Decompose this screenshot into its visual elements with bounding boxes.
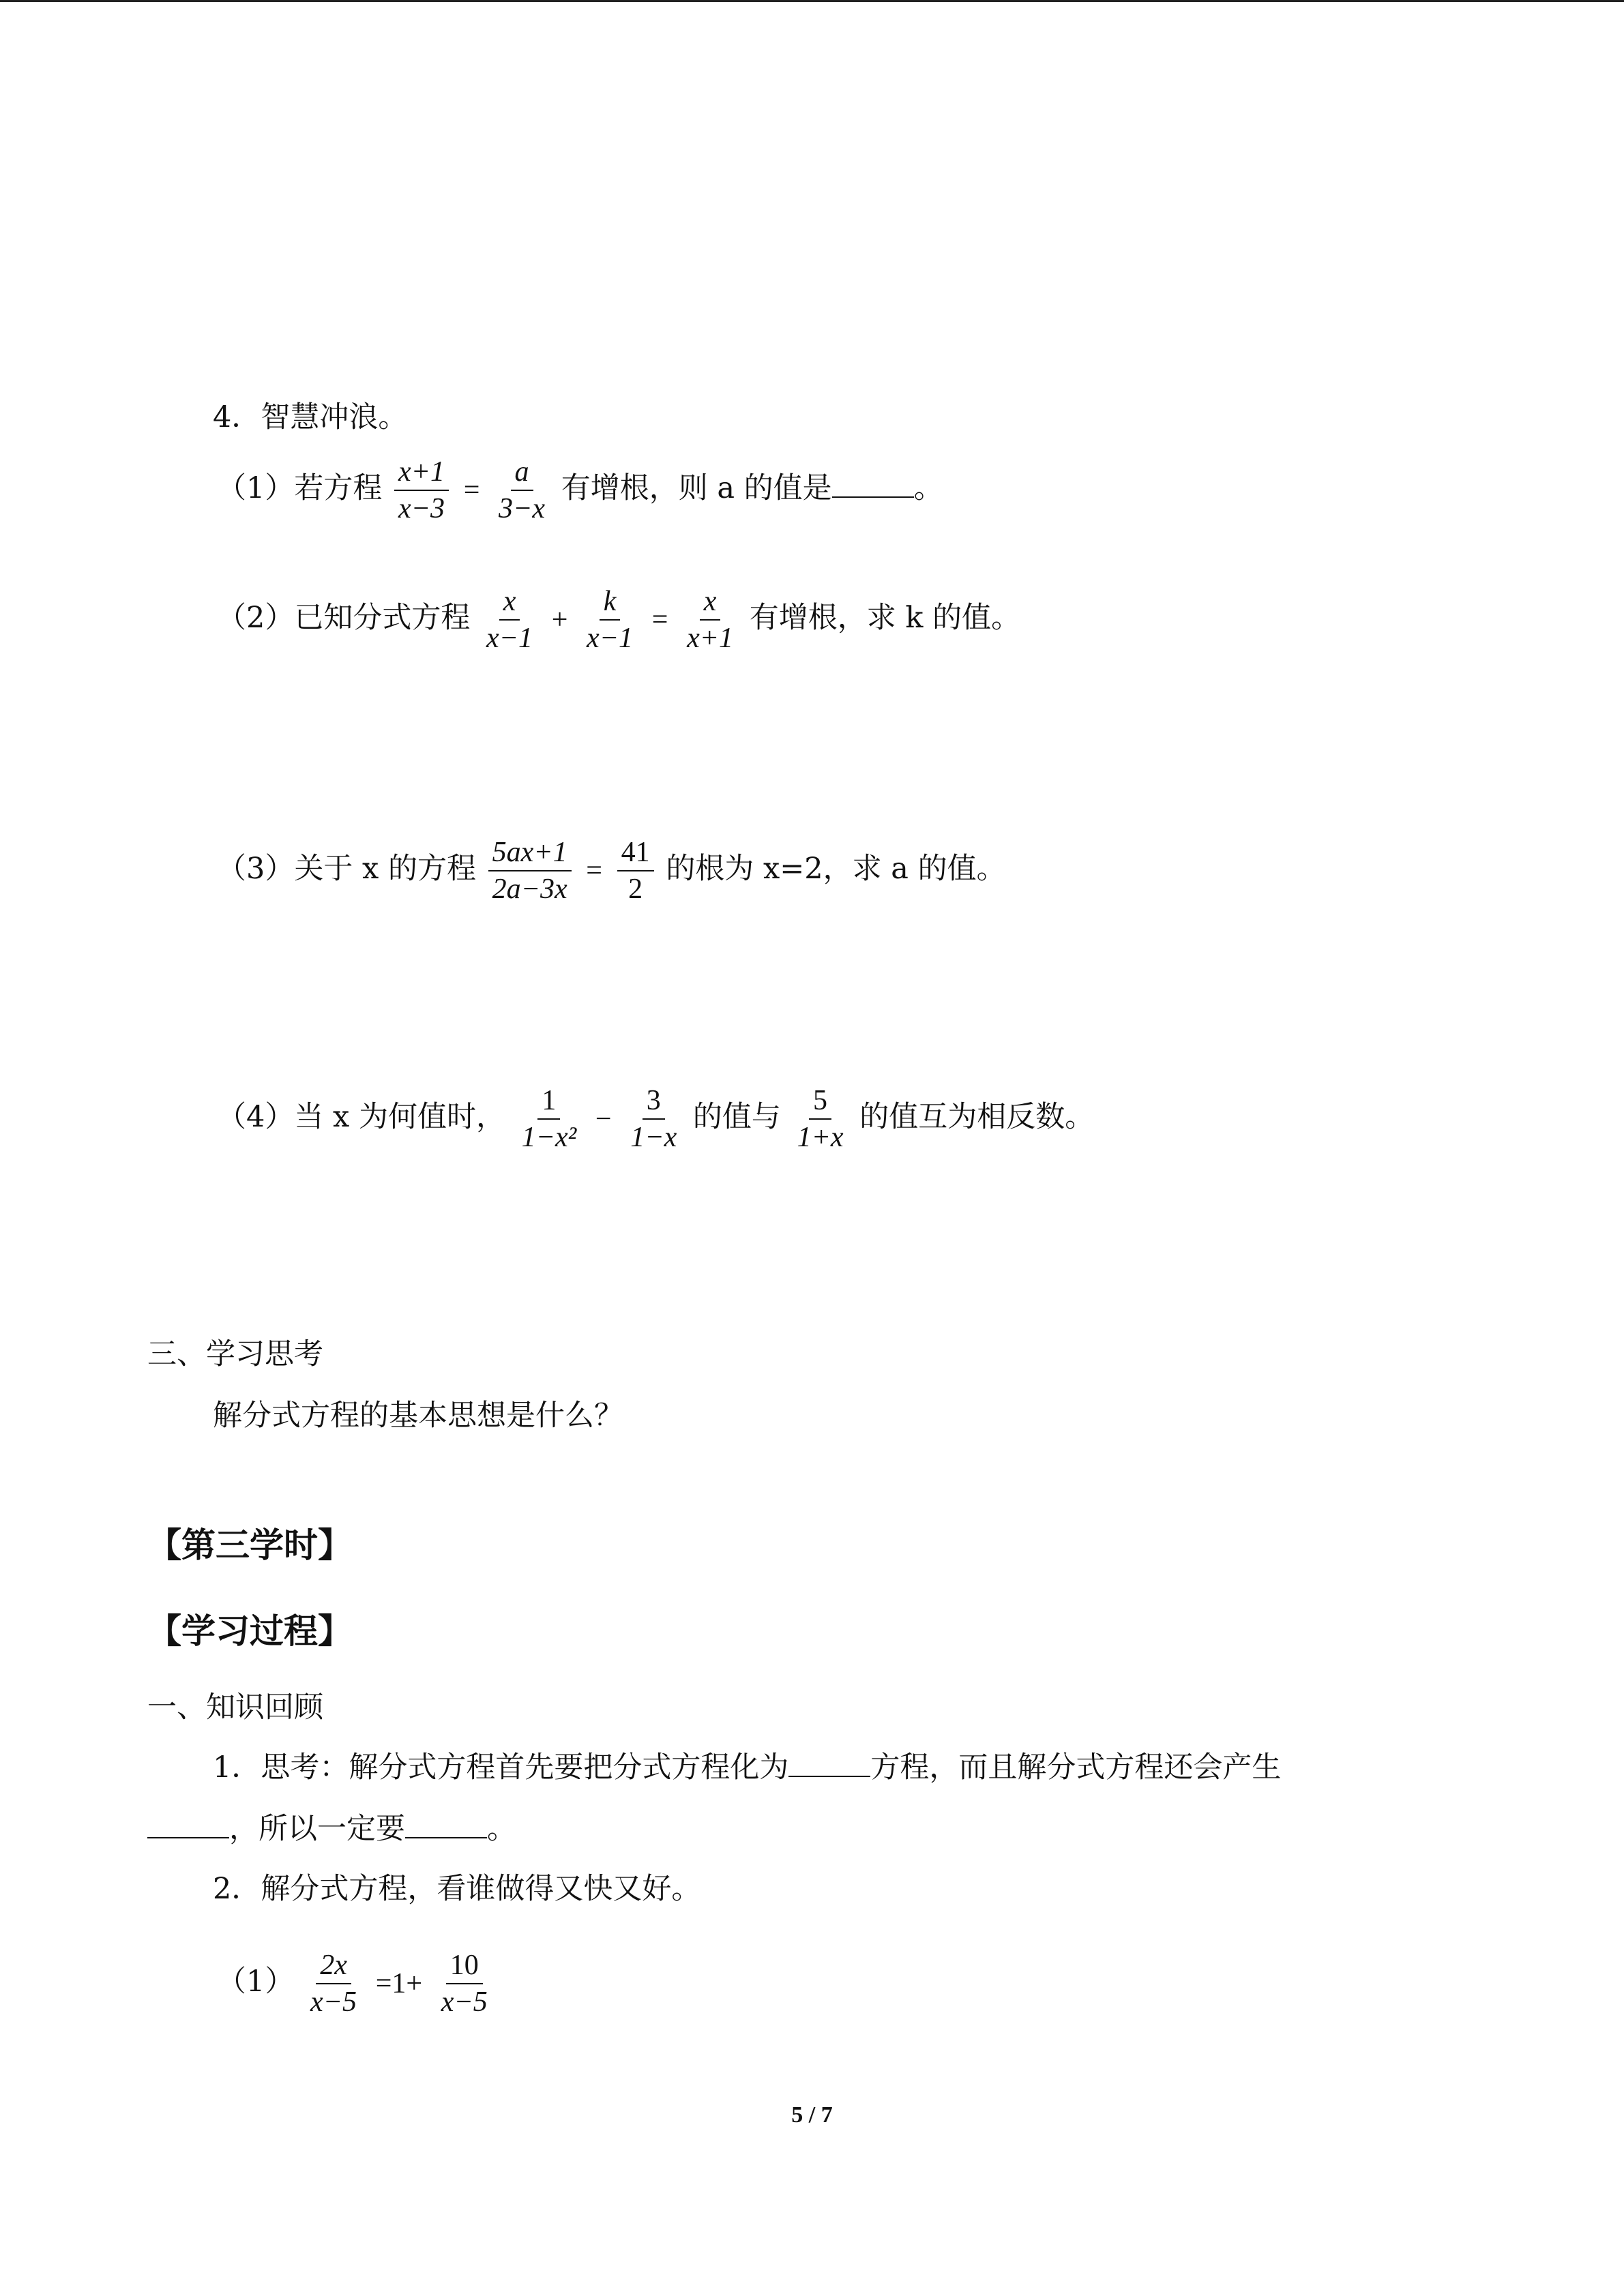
review-blank-2[interactable] [147, 1810, 229, 1838]
q4-fraction-3: $\frac{5}{1+x}$ [797, 1085, 844, 1153]
q2-fraction-3: $\frac{x}{x+1}$ [687, 586, 734, 654]
review-blank-1[interactable] [788, 1748, 870, 1777]
q3-fraction-left: $\frac{5ax+1}{2a-3x}$ [488, 836, 572, 906]
q4-prefix: （4）当 x 为何值时， [217, 1100, 505, 1134]
q3-fraction-right: $\frac{41}{2}$ [617, 836, 654, 906]
eq1-fraction-left: $\frac{2x}{x-5}$ [310, 1950, 357, 2018]
q1-fraction-left: $\frac{x+1}{x-3}$ [394, 456, 449, 525]
q4-fraction-1: $\frac{1}{\text{1−x²}}$ [521, 1085, 577, 1153]
q4-suffix: 的值互为相反数。 [859, 1100, 1095, 1134]
learning-process-heading: 【学习过程】 [147, 1611, 352, 1651]
review-blank-3[interactable] [405, 1810, 487, 1838]
question-2: （2）已知分式方程 $\frac{x}{x-1}$ + $\frac{k}{x-1}$ = $\frac{x}{x+1}$ 有增根，求 k 的值。 [217, 586, 1021, 654]
q3-prefix: （3）关于 x 的方程 [217, 852, 476, 886]
section-3-title: 三、学习思考 [147, 1337, 323, 1371]
q1-suffix: 有增根，则 a 的值是 [561, 471, 832, 505]
q2-prefix: （2）已知分式方程 [217, 601, 471, 635]
question-1: （1）若方程 $\frac{x+1}{x-3}$ = $\frac{a}{3-x}$ 有增根，则 a 的值是 。 [217, 456, 943, 524]
q2-fraction-2: $\frac{k}{x-1}$ [587, 586, 634, 654]
section-3-question: 解分式方程的基本思想是什么？ [213, 1399, 623, 1433]
question-3: （3）关于 x 的方程 $\frac{5ax+1}{2a-3x}$ = $\frac{41}{2}$ 的根为 x=2，求 a 的值。 [217, 837, 1006, 905]
review-title: 一、知识回顾 [147, 1690, 323, 1725]
q1-answer-blank[interactable] [832, 469, 914, 498]
eq1-fraction-right: $\frac{10}{x-5}$ [441, 1950, 488, 2018]
q1-fraction-right: $\frac{a}{3-x}$ [499, 456, 546, 524]
review-item-1: 1．思考：解分式方程首先要把分式方程化为 方程，而且解分式方程还会产生 [213, 1747, 1281, 1788]
page-number: 5 / 7 [791, 2102, 833, 2128]
section-4-title: 4．智慧冲浪。 [213, 400, 408, 434]
q3-suffix: 的根为 x=2，求 a 的值。 [666, 852, 1006, 886]
page-top-border [0, 0, 1624, 2]
q2-suffix: 有增根，求 k 的值。 [749, 601, 1021, 635]
q2-fraction-1: $\frac{x}{x-1}$ [486, 586, 533, 654]
question-4: （4）当 x 为何值时， $\frac{1}{\text{1−x²}}$ − $\frac{3}{1-x}$ 的值与 $\frac{5}{1+x}$ 的值互为相反数。 [217, 1085, 1095, 1153]
review-equation-1: （1） $\frac{2x}{x-5}$ =1+ $\frac{10}{x-5}$ [217, 1949, 494, 2018]
review-item-1-cont: ，所以一定要 。 [147, 1808, 516, 1849]
q4-fraction-2: $\frac{3}{1-x}$ [630, 1085, 677, 1153]
q1-prefix: （1）若方程 [217, 471, 383, 505]
review-item-2: 2．解分式方程，看谁做得又快又好。 [213, 1872, 701, 1906]
lesson-3-heading: 【第三学时】 [147, 1525, 352, 1565]
